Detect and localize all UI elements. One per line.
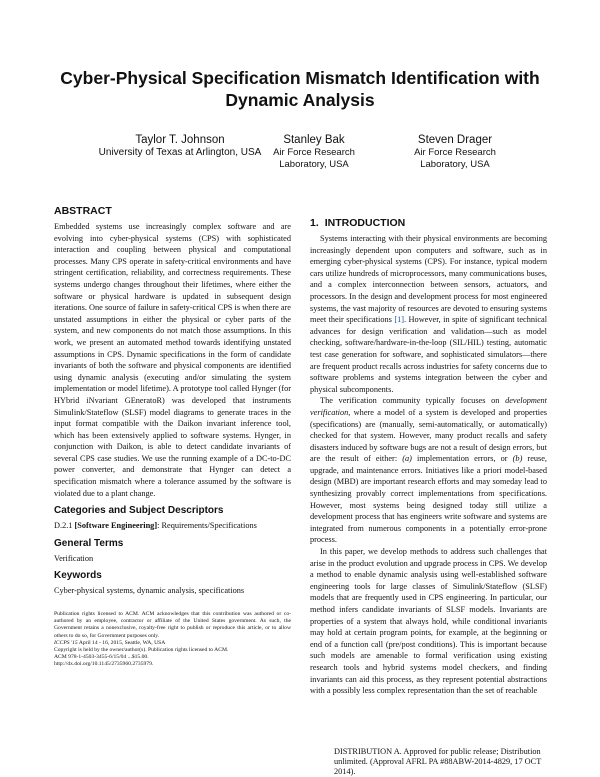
author-name: Stanley Bak (283, 134, 345, 146)
intro-p2-text-d: reuse, upgrade, and maintenance errors. Initiatives like a priori model-based design (MBD) are important research efforts and may someday lead to synthesizing provably correct implementations from specifications. However, most systems being designed today still utilize a development process that has engineers write software and systems are integrated from numerous components in a potentially error-prone process. (310, 454, 548, 545)
intro-p1-text-b: . However, in spite of significant technical advances for design verification and validation—such as model checking, software/hardware-in-the-loop (SIL/HIL) testing, automatic test case generation for software, and sophisticated simulators—there are frequent product recalls across industries for safety concerns due to software problems and systems integration between the cyber and physical subcomponents. (310, 315, 547, 394)
general-terms-heading: General Terms (54, 537, 124, 549)
footnote-conference (54, 640, 291, 647)
conference-details: April 14 - 16, 2015, Seattle, WA, USA (77, 639, 166, 646)
footnote-copyright: Copyright is held by the owner/author(s). Publication rights licensed to ACM. (54, 647, 229, 654)
introduction-heading (310, 217, 547, 229)
intro-p2-emphasis: development verification (310, 396, 547, 417)
category-area: [Software Engineering] (74, 521, 158, 531)
intro-p1-text-a: Systems interacting with their physical environments are becoming increasingly dependent upon computers and software, such as in emerging cyber-physical systems (CPS). For instance, typical modern cars utilize hundreds of microprocessors, many communications buses, and a complex interconnection between sensors, actuators, and processors. In the design and development process for most engineered systems, the vast majority of resources are devoted to ensuring systems meet their specifications (310, 234, 547, 325)
copyright-footnote (54, 611, 291, 669)
abstract-heading: ABSTRACT (54, 205, 112, 217)
author-johnson (80, 133, 280, 159)
author-affiliation: University of Texas at Arlington, USA (98, 147, 262, 158)
left-column (54, 205, 291, 669)
intro-p2-text-c: implementation errors, or (411, 454, 513, 464)
keywords-text: Cyber-physical systems, dynamic analysis, specifications (54, 586, 245, 596)
paper-title: Cyber-Physical Specification Mismatch Identification with Dynamic Analysis (60, 68, 540, 110)
footnote-doi[interactable]: http://dx.doi.org/10.1145/2735960.2735979. (54, 661, 154, 668)
right-column (310, 217, 547, 697)
category-code: D.2.1 (54, 521, 73, 531)
abstract-text: Embedded systems use increasingly complex software and are evolving into cyber-physical systems (CPS) with sophisticated interaction and coupling between physical and computational processes. Many CPS operate in safety-critical environments and have stringent certification, reliability, and correctness requirements. These systems undergo changes throughout their lifetimes, where either the software or physical hardware is updated in subsequent design iterations. One source of failure in safety-critical CPS is when there are unstated assumptions in either the physical or cyber parts of the system, and new components do not match those assumptions. In this work, we present an automated method towards identifying unstated assumptions in CPS. Dynamic specifications in the form of candidate invariants of both the software and physical components are identified using dynamic analysis (executing and/or simulating the system implementation or model lifetime). A prototype tool called Hynger (for HYbrid iNvariant GEneratoR) was developed that instruments Simulink/Stateflow (SLSF) model diagrams to generate traces in the input format compatible with the Daikon invariant inference tool, which has been extensively applied to software systems. Hynger, in conjunction with Daikon, is able to detect candidate invariants of several CPS case studies. We use the running example of a DC-to-DC power converter, and demonstrate that Hynger can detect a specification mismatch where a tolerance assumed by the software is violated due to a plant change. (54, 222, 291, 498)
citation-link[interactable]: [1] (394, 315, 405, 325)
section-title: INTRODUCTION (324, 217, 406, 229)
category-detail: : Requirements/Specifications (157, 521, 257, 531)
categories-text (54, 520, 291, 532)
intro-paragraph-2 (310, 395, 547, 546)
general-terms-text: Verification (54, 553, 94, 563)
section-number: 1. (310, 217, 319, 229)
author-bak (255, 133, 373, 170)
author-name: Steven Drager (417, 134, 493, 146)
categories-heading: Categories and Subject Descriptors (54, 505, 224, 517)
author-affiliation-line1: Air Force Research (414, 147, 496, 158)
author-drager (396, 133, 514, 170)
intro-p2-text-a: The verification community typically focuses on (320, 396, 506, 406)
author-affiliation-line1: Air Force Research (273, 147, 355, 158)
footnote-rights: Publication rights licensed to ACM. ACM acknowledges that this contribution was authored or co-authored by an employee, contractor or affiliate of the United States government. As such, the Government retains a nonexclusive, royalty-free right to publish or reproduce this article, or to allow others to do so, for Government purposes only. (54, 611, 291, 639)
footnote-isbn: ACM 978-1-4503-3455-6/15/04 ...$15.00. (54, 654, 149, 661)
keywords-heading: Keywords (54, 570, 102, 582)
intro-paragraph-3: In this paper, we develop methods to address such challenges that arise in the product evolution and upgrade process in CPS. We develop a method to enable dynamic analysis using well-established software engineering tools for large classes of Simulink/Stateflow (SLSF) models that are frequently used in CPS engineering. In particular, our method infers candidate invariants of SLSF models. Invariants are properties of a system that always hold, while conditional invariants may hold at certain program points, for example, at the beginning or end of a function call (pre/post conditions). This is important because such models are amenable to formal verification using existing research tools and hybrid systems model checkers, and finding invariants can aid this process, as they represent potential abstractions with a possibly less complex representation than the set of reachable (310, 547, 547, 696)
author-affiliation-line2: Laboratory, USA (420, 158, 490, 170)
distribution-statement: DISTRIBUTION A. Approved for public release; Distribution unlimited. (Approval AFRL PA #88ABW-2014-4829, 17 OCT 2014). (334, 747, 542, 776)
intro-p2-item-a: (a) (402, 454, 412, 464)
intro-p2-text-b: , where a model of a system is developed and properties (specifications) are (manually, semi-automatically, or automatically) checked for that system. However, many product recalls and safety disasters induced by software bugs are not a result of design errors, but are the result of either: (310, 407, 547, 464)
author-name: Taylor T. Johnson (135, 134, 225, 146)
intro-p2-item-b: (b) (512, 454, 523, 464)
author-affiliation-line2: Laboratory, USA (279, 158, 349, 170)
intro-paragraph-1 (310, 233, 547, 395)
conference-name: ICCPS '15 (54, 639, 78, 646)
